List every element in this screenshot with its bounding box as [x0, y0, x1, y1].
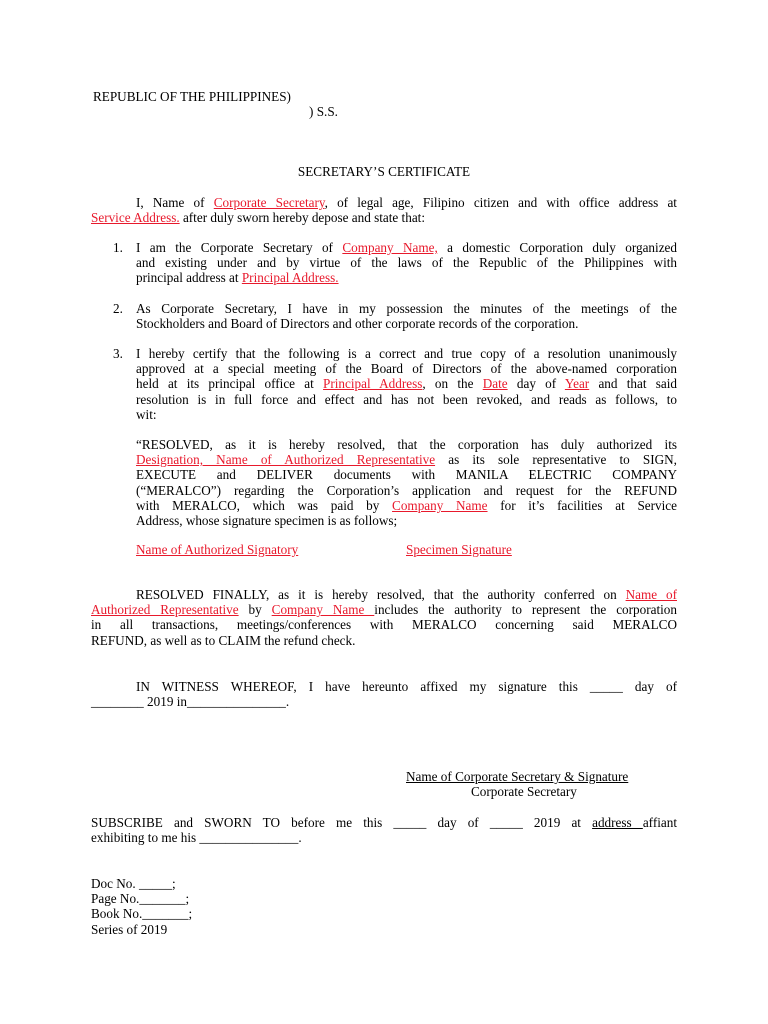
specimen-signature-field: Specimen Signature — [406, 542, 512, 557]
corporate-secretary-field: Corporate Secretary — [213, 195, 325, 210]
subscribe-block: SUBSCRIBE and SWORN TO before me this _____ day of _____ 2019 at address affiant exhibiting to me his _______________. — [91, 815, 677, 846]
page-number: Page No._______; — [91, 891, 190, 907]
item-3: 3. I hereby certify that the following is a correct and true copy of a resolution unanimously approved at a special meeting of the Board of Directors of the above-named corporation held at its principal office at Principal Address, on the Date day of Year and that said resolution is in full force and effect and has not been revoked, and reads as follows, to wit: — [113, 346, 677, 422]
company-name-field: Company Name — [271, 602, 375, 618]
item-1: 1. I am the Corporate Secretary of Company Name, a domestic Corporation duly organized and existing under and by virtue of the laws of the Republic of the Philippines with principal address at Principal Address. — [113, 240, 677, 286]
page-title: SECRETARY’S CERTIFICATE — [297, 164, 471, 179]
resolution-block: “RESOLVED, as it is hereby resolved, that the corporation has duly authorized its Designation, Name of Authorized Representative as its sole representative to SIGN, EXECUTE and DELIVER documents with MANILA ELECTRIC COMPANY (“MERALCO”) regarding the Corporation’s application and request for the REFUND with MERALCO, which was paid by Company Name for it’s facilities at Service Address, whose signature specimen is as follows; — [136, 437, 677, 529]
designation-field: Designation, Name of Authorized Representative — [136, 452, 436, 468]
year-field: Year — [564, 376, 590, 392]
authorized-representative-field: Authorized Representative — [91, 602, 239, 618]
ss-heading: ) S.S. — [309, 104, 338, 119]
doc-number: Doc No. _____; — [91, 876, 176, 891]
republic-heading: REPUBLIC OF THE PHILIPPINES) — [93, 89, 291, 104]
secretary-role: Corporate Secretary — [471, 784, 577, 799]
intro-line-2: Service Address. after duly sworn hereby depose and state that: — [91, 210, 425, 225]
principal-address-field: Principal Address. — [241, 270, 339, 286]
company-name-field: Company Name, — [342, 240, 438, 255]
address-field: address — [592, 815, 643, 830]
principal-address-field: Principal Address — [323, 376, 423, 392]
book-number: Book No._______; — [91, 906, 193, 922]
witness-block: IN WITNESS WHEREOF, I have hereunto affixed my signature this _____ day of ________ 2019 in_______________. — [91, 679, 677, 710]
company-name-field: Company Name — [392, 497, 488, 513]
item-2: 2. As Corporate Secretary, I have in my possession the minutes of the meetings of the Stockholders and Board of Directors and other corporate records of the corporation. — [113, 301, 677, 332]
authorized-signatory-field: Name of Authorized Signatory — [136, 542, 299, 557]
service-address-field: Service Address. — [91, 210, 180, 225]
resolved-finally-block: RESOLVED FINALLY, as it is hereby resolved, that the authority conferred on Name of Authorized Representative by Company Name includes the authority to represent the corporation in all transactions, meetings/conferences with MERALCO concerning said MERALCO REFUND, as well as to CLAIM the refund check. — [91, 587, 677, 648]
date-field: Date — [482, 376, 508, 392]
secretary-signature-line: Name of Corporate Secretary & Signature — [406, 769, 629, 784]
intro-line-1: I, Name of Corporate Secretary, of legal age, Filipino citizen and with office address at — [136, 195, 677, 210]
name-of-field: Name of — [625, 587, 677, 602]
notary-block — [91, 876, 192, 937]
series-year: Series of 2019 — [91, 921, 168, 937]
